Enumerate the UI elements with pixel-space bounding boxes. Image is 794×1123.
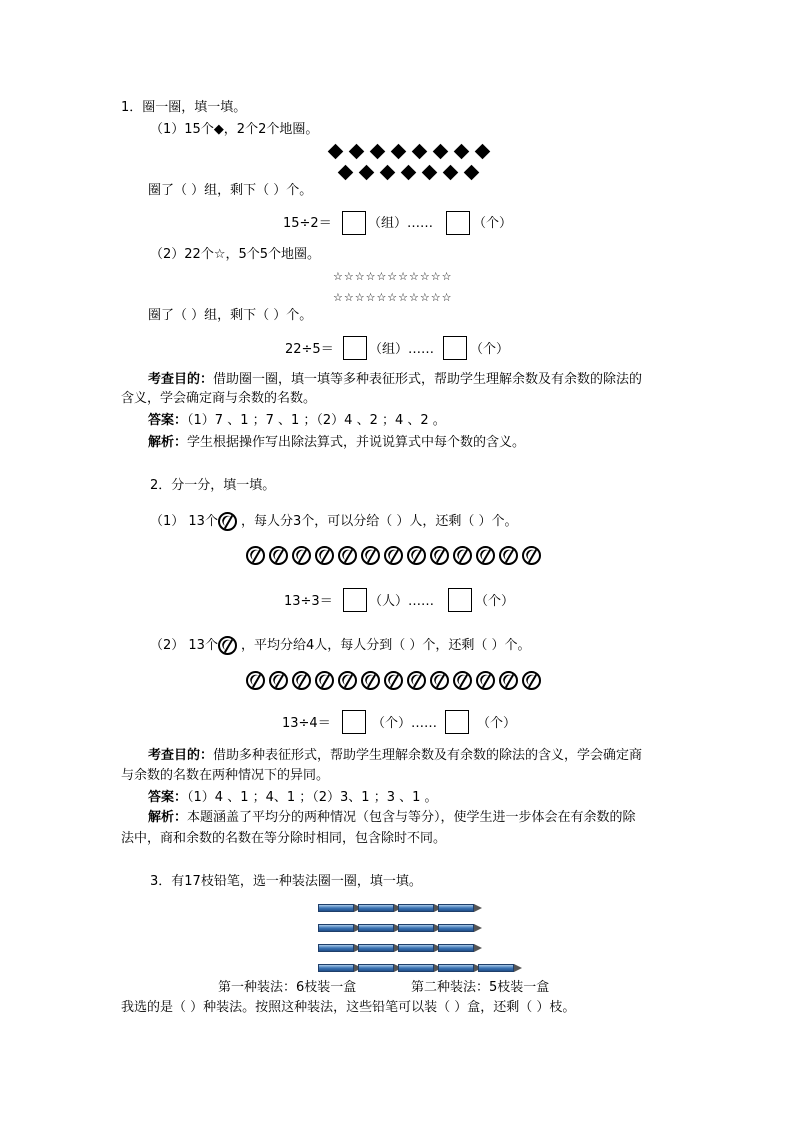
fruit-icon (292, 546, 311, 565)
q1-analysis (148, 435, 525, 451)
pencil-group (318, 904, 518, 984)
fruit-icon (292, 671, 311, 690)
diamond-icon (359, 165, 375, 181)
star-row-2: ☆☆☆☆☆☆☆☆☆☆☆ (333, 291, 453, 304)
diamond-icon (401, 165, 417, 181)
diamond-icon (349, 144, 365, 160)
fruit-icon (361, 546, 380, 565)
q2-goal-cont: 与余数的名数在两种情况下的异同。 (121, 768, 330, 783)
diamond-icon (338, 165, 354, 181)
diamond-icon (443, 165, 459, 181)
fruit-icon (315, 546, 334, 565)
pencil-row (318, 924, 518, 932)
goal-text: 借助多种表征形式，帮助学生理解余数及有余数的除法的含义，学会确定商 (213, 748, 643, 763)
unit-label: （个） (470, 342, 510, 357)
answer-box[interactable] (342, 710, 366, 734)
q2-part2-post: ，平均分给4人，每人分到（ ）个，还剩（ ）个。 (240, 638, 531, 653)
q2-analysis (148, 810, 636, 826)
q2-part2-pre: （2） 13个 (150, 638, 218, 653)
goal-label: 考查目的： (148, 372, 214, 387)
analysis-label: 解析： (148, 810, 188, 825)
diamond-icon (412, 144, 428, 160)
unit-label: （组）…… (369, 342, 435, 357)
pencil-icon (318, 944, 354, 952)
pencil-icon (438, 964, 474, 972)
q3-title: 3．有17枝铅笔，选一种装法圈一圈，填一填。 (150, 874, 422, 889)
fruit-icon (246, 546, 265, 565)
diamond-icon (391, 144, 407, 160)
diamond-icon (380, 165, 396, 181)
answer-label: 答案： (148, 790, 188, 805)
fruit-icon (407, 671, 426, 690)
analysis-text: 学生根据操作写出除法算式，并说说算式中每个数的含义。 (187, 435, 526, 450)
q3-final-line: 我选的是（ ）种装法。按照这种装法，这些铅笔可以装（ ）盒，还剩（ ）枝。 (121, 1000, 576, 1015)
unit-label: （个） (477, 716, 517, 731)
answer-box[interactable] (448, 588, 472, 612)
fruit-icon (246, 671, 265, 690)
pencil-row (318, 964, 518, 972)
fruit-icon (384, 671, 403, 690)
unit-label: （个） (473, 216, 513, 231)
q1-part1-blank-line: 圈了（ ）组，剩下（ ）个。 (148, 183, 313, 198)
fruit-icon (453, 671, 472, 690)
pencil-icon (478, 964, 514, 972)
fruit-icon (218, 512, 237, 531)
q2-part1-pre: （1） 13个 (150, 514, 218, 529)
answer-box[interactable] (446, 211, 470, 235)
goal-text: 借助圈一圈，填一填等多种表征形式，帮助学生理解余数及有余数的除法的 (213, 372, 643, 387)
pencil-icon (358, 964, 394, 972)
q1-part2-blank-line: 圈了（ ）组，剩下（ ）个。 (148, 308, 313, 323)
pencil-icon (398, 944, 434, 952)
pencil-icon (318, 924, 354, 932)
q1-part2-label: （2）22个☆，5个5个地圈。 (150, 247, 321, 262)
unit-label: （人）…… (369, 594, 435, 609)
unit-label: （组）…… (368, 216, 434, 231)
star-row-1: ☆☆☆☆☆☆☆☆☆☆☆ (333, 270, 453, 283)
fruit-icon (476, 671, 495, 690)
q2-part2-equation: 13÷4＝ (282, 716, 331, 731)
q1-answer (148, 413, 446, 429)
diamond-icon (422, 165, 438, 181)
answer-text: （1）4 、1 ；4、1 ；（2）3、1 ；3 、1 。 (187, 790, 438, 805)
fruit-icon (269, 546, 288, 565)
fruit-icon (338, 671, 357, 690)
fruit-icon (218, 636, 237, 655)
pencil-icon (358, 924, 394, 932)
pencil-icon (358, 944, 394, 952)
answer-box[interactable] (343, 336, 367, 360)
q2-answer (148, 790, 438, 806)
q2-part1-line (150, 512, 518, 531)
fruit-icon (499, 546, 518, 565)
pencil-icon (438, 904, 474, 912)
q1-goal-cont: 含义，学会确定商与余数的名数。 (121, 391, 317, 406)
analysis-label: 解析： (148, 435, 188, 450)
goal-label: 考查目的： (148, 748, 214, 763)
pencil-icon (438, 944, 474, 952)
fruit-icon (522, 671, 541, 690)
analysis-text: 本题涵盖了平均分的两种情况（包含与等分），使学生进一步体会在有余数的除 (187, 810, 636, 825)
fruit-row-1 (246, 546, 545, 565)
fruit-icon (430, 546, 449, 565)
q2-part2-line (150, 636, 531, 655)
answer-text: （1）7 、1 ；7 、1 ；（2）4 、2 ；4 、2 。 (187, 413, 446, 428)
fruit-icon (499, 671, 518, 690)
pencil-icon (438, 924, 474, 932)
pencil-icon (358, 904, 394, 912)
fruit-icon (407, 546, 426, 565)
q2-analysis-cont: 法中，商和余数的名数在等分除时相同，包含除时不同。 (121, 831, 447, 846)
fruit-icon (522, 546, 541, 565)
q2-title: 2．分一分，填一填。 (150, 478, 276, 493)
q1-part1-equation: 15÷2＝ (283, 216, 332, 231)
diamond-icon (433, 144, 449, 160)
diamond-row-1 (330, 146, 498, 157)
q2-part1-post: ，每人分3个，可以分给（ ）人，还剩（ ）个。 (240, 514, 518, 529)
q1-part1-label: （1）15个◆，2个2个地圈。 (150, 122, 319, 137)
fruit-icon (361, 671, 380, 690)
answer-box[interactable] (342, 211, 366, 235)
diamond-icon (475, 144, 491, 160)
pencil-row (318, 904, 518, 912)
q1-goal (148, 372, 642, 388)
fruit-icon (315, 671, 334, 690)
answer-box[interactable] (343, 588, 367, 612)
pencil-icon (398, 904, 434, 912)
diamond-icon (370, 144, 386, 160)
unit-label: （个） (475, 594, 515, 609)
q1-part2-equation: 22÷5＝ (285, 342, 334, 357)
answer-label: 答案： (148, 413, 188, 428)
method-1-label: 第一种装法：6枝装一盒 (218, 980, 357, 995)
fruit-icon (269, 671, 288, 690)
answer-box[interactable] (445, 710, 469, 734)
diamond-icon (464, 165, 480, 181)
method-2-label: 第二种装法：5枝装一盒 (411, 980, 550, 995)
pencil-row (318, 944, 518, 952)
diamond-row-2 (340, 167, 487, 178)
diamond-icon (454, 144, 470, 160)
fruit-row-2 (246, 671, 545, 690)
fruit-icon (476, 546, 495, 565)
q2-goal (148, 748, 642, 764)
pencil-icon (318, 964, 354, 972)
q2-part1-equation: 13÷3＝ (284, 594, 333, 609)
unit-label: （个）…… (372, 716, 438, 731)
pencil-icon (318, 904, 354, 912)
answer-box[interactable] (443, 336, 467, 360)
fruit-icon (430, 671, 449, 690)
fruit-icon (338, 546, 357, 565)
pencil-icon (398, 964, 434, 972)
pencil-icon (398, 924, 434, 932)
fruit-icon (453, 546, 472, 565)
diamond-icon (328, 144, 344, 160)
fruit-icon (384, 546, 403, 565)
q1-title: 1．圈一圈，填一填。 (121, 100, 247, 115)
